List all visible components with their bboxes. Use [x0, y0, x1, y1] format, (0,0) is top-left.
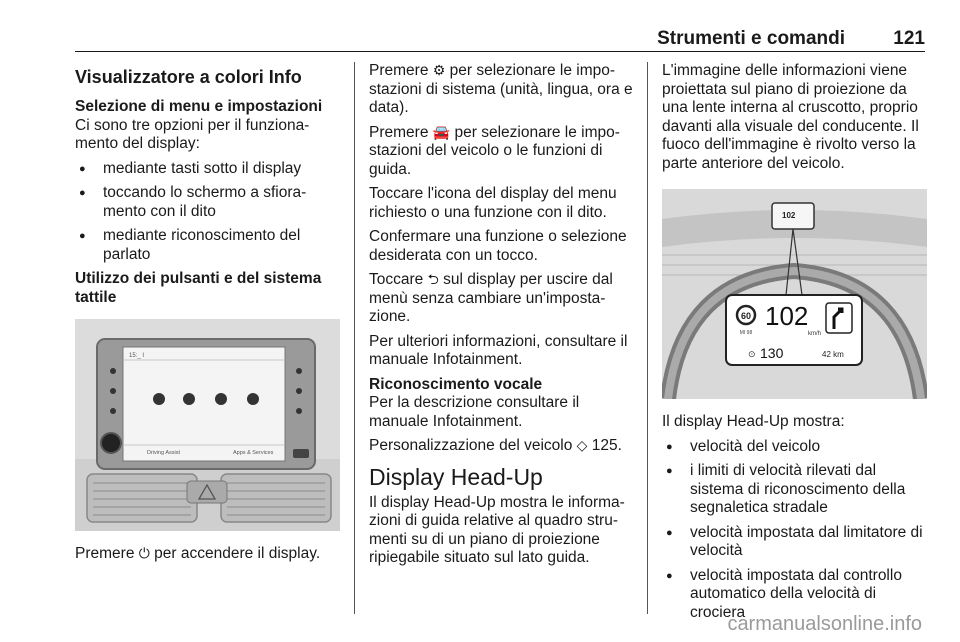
- hud-features-list: [662, 438, 927, 623]
- right-side-icon: [296, 408, 302, 414]
- hud-speed-unit: km/h: [808, 331, 822, 337]
- subheading-menu-selection: Selezione di menu e impostazioni: [75, 98, 323, 115]
- app-icon: [153, 393, 165, 405]
- back-arrow-icon: ⮌: [427, 272, 439, 288]
- app-icon: [247, 393, 259, 405]
- screen-bottom-left-label: Driving Assist: [147, 450, 181, 456]
- home-button: [293, 449, 309, 458]
- infotainment-display-figure: [75, 319, 340, 531]
- column-divider-2: [647, 62, 648, 614]
- cruise-control-icon: ⊙: [748, 350, 756, 360]
- subheading-voice-recognition: Riconoscimento vocale: [369, 375, 543, 393]
- list-item: ● toccando lo schermo a sfiora-mento con il dito: [75, 184, 343, 221]
- right-side-icon: [296, 368, 302, 374]
- section-title-info-display: Visualizzatore a colori Info: [75, 67, 302, 87]
- paragraph-system-settings: Premere ⚙ per selezionare le impo-stazioni di sistema (unità, lingua, ora e data).: [369, 62, 633, 116]
- header-title: Strumenti e comandi: [657, 28, 845, 49]
- speed-limit-value: 60: [740, 311, 752, 321]
- right-side-icon: [296, 388, 302, 394]
- screen-status-time: 15:_ I: [129, 353, 145, 359]
- power-knob: [101, 433, 121, 453]
- subheading-buttons-touch: Utilizzo dei pulsanti e del sistema tattile: [75, 270, 322, 306]
- list-item: ● mediante riconoscimento del parlato: [75, 227, 343, 264]
- figure-caption: Premere ⏻ per accendere il display.: [75, 545, 321, 562]
- column-1: [75, 62, 343, 570]
- page-reference-icon: ◇: [576, 438, 588, 454]
- screen-bottom-right-label: Apps & Services: [233, 450, 274, 456]
- left-side-icon: [110, 368, 116, 374]
- set-speed-value: 130: [760, 345, 784, 361]
- list-item: ● velocità del veicolo: [662, 438, 927, 457]
- page-number: 121: [893, 28, 925, 49]
- paragraph-vehicle-settings: Premere 🚘 per selezionare le impo-stazioni del veicolo o le funzioni di guida.: [369, 123, 620, 178]
- paragraph-voice: Per la descrizione consultare il manuale Infotainment.: [369, 394, 580, 430]
- hud-mini-speed: 102: [782, 211, 796, 220]
- hud-speed-value: 102: [765, 301, 809, 331]
- column-3: [662, 62, 927, 628]
- distance-value: 42 km: [822, 350, 844, 359]
- paragraph-touch-icon: Toccare l'icona del display del menu richiesto o una funzione con il dito.: [369, 185, 617, 221]
- section-title-head-up-display: Display Head-Up: [369, 463, 543, 490]
- paragraph-hud-intro: Il display Head-Up mostra le informa-zioni di guida relative al quadro stru-menti su di un piano di proiezione ripiegabile situato sul lato guida.: [369, 493, 625, 566]
- head-up-display-figure: [662, 189, 927, 399]
- watermark: carmanualsonline.info: [727, 613, 922, 635]
- left-side-icon: [110, 408, 116, 414]
- left-side-icon: [110, 388, 116, 394]
- speed-limit-label: MI 98: [739, 330, 753, 336]
- list-item: ● mediante tasti sotto il display: [75, 160, 343, 179]
- column-divider-1: [354, 62, 355, 614]
- gear-icon: ⚙: [432, 63, 446, 79]
- paragraph-back: Toccare ⮌ sul display per uscire dal menù senza cambiare un'imposta-zione.: [369, 271, 613, 325]
- page-header: [75, 26, 925, 52]
- paragraph-infotainment-ref: Per ulteriori informazioni, consultare il manuale Infotainment.: [369, 332, 628, 368]
- paragraph-confirm: Confermare una funzione o selezione desiderata con un tocco.: [369, 228, 627, 264]
- intro-paragraph: Ci sono tre opzioni per il funziona-mento del display:: [75, 116, 310, 152]
- column-2: [369, 62, 634, 574]
- paragraph-hud-shows: Il display Head-Up mostra:: [662, 413, 845, 430]
- list-item: ● velocità impostata dal controllo automatico della velocità di crociera: [662, 567, 927, 623]
- app-icon: [183, 393, 195, 405]
- list-item: ● i limiti di velocità rilevati dal sistema di riconoscimento della segnaletica stradale: [662, 462, 927, 518]
- paragraph-hud-projection: L'immagine delle informazioni viene proiettata sul piano di proiezione da una lente interna al cruscotto, proprio davanti alla visuale del conducente. Il fuoco dell'immagine è rivolto verso la parte anteriore del veicolo.: [662, 62, 919, 172]
- app-icon: [215, 393, 227, 405]
- power-icon: ⏻: [138, 546, 150, 562]
- options-list: [75, 160, 343, 265]
- list-item: ● velocità impostata dal limitatore di velocità: [662, 524, 927, 561]
- paragraph-personalization-ref: Personalizzazione del veicolo ◇ 125.: [369, 437, 622, 454]
- car-icon: 🚘: [432, 124, 451, 141]
